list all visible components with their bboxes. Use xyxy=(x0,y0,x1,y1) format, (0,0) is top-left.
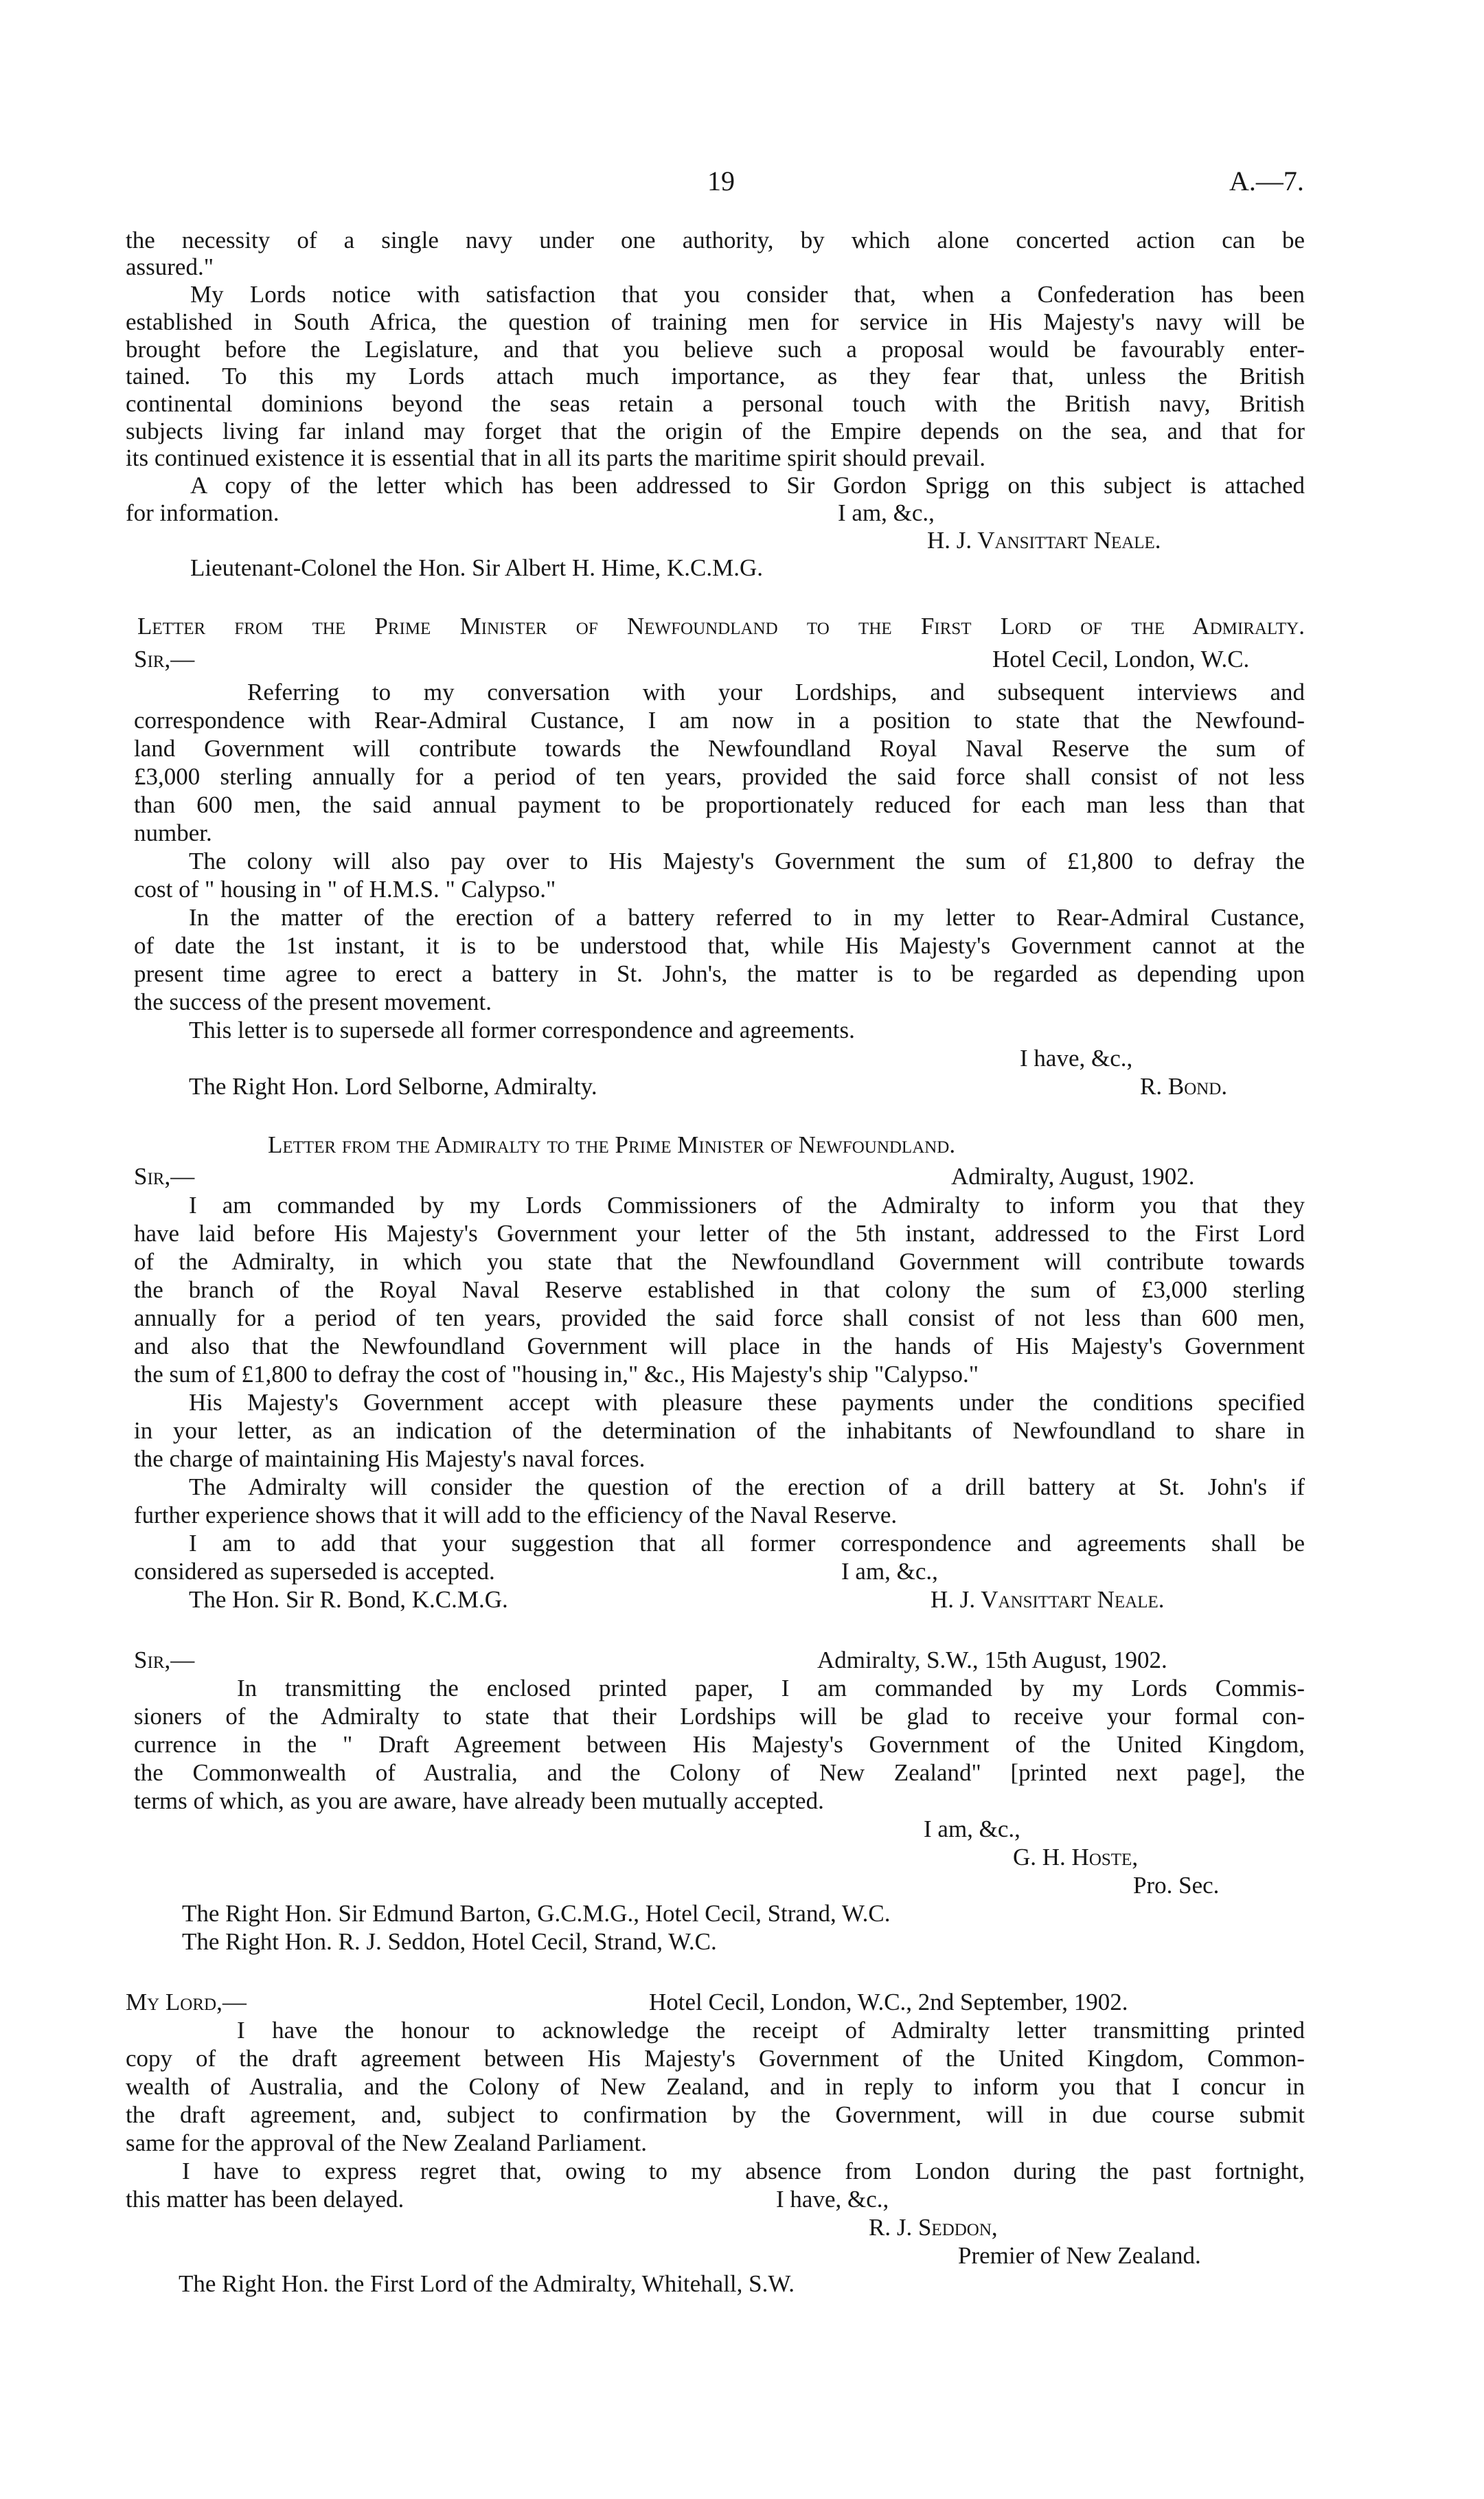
body-line: sioners of the Admiralty to state that their Lordships will be glad to receive your formal con- xyxy=(134,1703,1305,1730)
signature-title: Premier of New Zealand. xyxy=(958,2242,1201,2269)
body-line: same for the approval of the New Zealand Parliament. xyxy=(126,2129,648,2156)
body-line: This letter is to supersede all former correspondence and agreements. xyxy=(189,1017,855,1043)
body-line: in your letter, as an indication of the determination of the inhabitants of Newfoundland to share in xyxy=(134,1417,1305,1444)
signature: G. H. Hoste, xyxy=(1013,1844,1139,1870)
body-line: currence in the " Draft Agreement between His Majesty's Government of the United Kingdom, xyxy=(134,1731,1305,1758)
body-line: I have the honour to acknowledge the receipt of Admiralty letter transmitting printed xyxy=(237,2017,1305,2044)
body-line: the branch of the Royal Naval Reserve established in that colony the sum of £3,000 sterling xyxy=(134,1276,1305,1303)
body-line: In transmitting the enclosed printed paper, I am commanded by my Lords Commis- xyxy=(237,1675,1305,1701)
body-line: the draft agreement, and, subject to confirmation by the Government, will in due course submit xyxy=(126,2101,1305,2128)
valediction: I am, &c., xyxy=(924,1816,1020,1842)
body-line: of date the 1st instant, it is to be understood that, while His Majesty's Government cannot at the xyxy=(134,932,1305,959)
salutation: Sir,— xyxy=(134,646,195,672)
addressee: The Right Hon. Sir Edmund Barton, G.C.M.G., Hotel Cecil, Strand, W.C. xyxy=(182,1900,891,1927)
addressee: The Right Hon. the First Lord of the Admiralty, Whitehall, S.W. xyxy=(179,2270,795,2297)
body-line: subjects living far inland may forget that the origin of the Empire depends on the sea, and that for xyxy=(126,418,1305,444)
salutation: Sir,— xyxy=(134,1163,195,1190)
body-line: the charge of maintaining His Majesty's naval forces. xyxy=(134,1445,646,1472)
body-line: Referring to my conversation with your Lordships, and subsequent interviews and xyxy=(247,679,1305,705)
body-line: land Government will contribute towards the Newfoundland Royal Naval Reserve the sum of xyxy=(134,735,1305,762)
body-line: number. xyxy=(134,819,212,846)
body-line: than 600 men, the said annual payment to be proportionately reduced for each man less than that xyxy=(134,791,1305,818)
letter-address: Hotel Cecil, London, W.C. xyxy=(992,646,1250,672)
body-line: brought before the Legislature, and that you believe such a proposal would be favourably enter- xyxy=(126,336,1305,363)
addressee: Lieutenant-Colonel the Hon. Sir Albert H. Hime, K.C.M.G. xyxy=(190,554,764,581)
body-line: In the matter of the erection of a battery referred to in my letter to Rear-Admiral Custance, xyxy=(189,904,1305,931)
letter-address: Hotel Cecil, London, W.C., 2nd September, 1902. xyxy=(649,1989,1128,2015)
letter-address: Admiralty, S.W., 15th August, 1902. xyxy=(817,1647,1167,1673)
salutation: Sir,— xyxy=(134,1647,195,1673)
signature: R. J. Seddon, xyxy=(869,2214,998,2241)
body-line: for information. xyxy=(126,499,279,526)
body-line: £3,000 sterling annually for a period of ten years, provided the said force shall consist of not less xyxy=(134,763,1305,790)
signature-title: Pro. Sec. xyxy=(1133,1872,1220,1899)
body-line: present time agree to erect a battery in St. John's, the matter is to be regarded as depending upon xyxy=(134,960,1305,987)
body-line: have laid before His Majesty's Government your letter of the 5th instant, addressed to the First Lord xyxy=(134,1220,1305,1247)
valediction: I have, &c., xyxy=(776,2186,889,2213)
body-line: wealth of Australia, and the Colony of New Zealand, and in reply to inform you that I concur in xyxy=(126,2073,1305,2100)
body-line: I am commanded by my Lords Commissioners of the Admiralty to inform you that they xyxy=(189,1192,1305,1219)
body-line: its continued existence it is essential that in all its parts the maritime spirit should prevail. xyxy=(126,444,985,471)
valediction: I am, &c., xyxy=(841,1558,938,1585)
body-line: the success of the present movement. xyxy=(134,988,492,1015)
valediction: I am, &c., xyxy=(838,499,935,526)
body-line: cost of " housing in " of H.M.S. " Calypso." xyxy=(134,876,556,903)
body-line: this matter has been delayed. xyxy=(126,2186,404,2213)
signature: H. J. Vansittart Neale. xyxy=(931,1586,1165,1613)
body-line: tained. To this my Lords attach much importance, as they fear that, unless the British xyxy=(126,363,1305,389)
body-line: and also that the Newfoundland Government will place in the hands of His Majesty's Government xyxy=(134,1333,1305,1359)
body-line: continental dominions beyond the seas retain a personal touch with the British navy, British xyxy=(126,390,1305,417)
body-line: annually for a period of ten years, provided the said force shall consist of not less than 600 men, xyxy=(134,1304,1305,1331)
body-line: The Admiralty will consider the question of the erection of a drill battery at St. John's if xyxy=(189,1473,1305,1500)
body-line: My Lords notice with satisfaction that you consider that, when a Confederation has been xyxy=(190,281,1305,308)
letter-address: Admiralty, August, 1902. xyxy=(951,1163,1195,1190)
addressee: The Hon. Sir R. Bond, K.C.M.G. xyxy=(189,1586,508,1613)
document-reference: A.—7. xyxy=(1229,166,1304,196)
body-line: further experience shows that it will add to the efficiency of the Naval Reserve. xyxy=(134,1502,898,1528)
body-line: I am to add that your suggestion that all former correspondence and agreements shall be xyxy=(189,1530,1305,1557)
letter-heading: Letter from the Prime Minister of Newfoundland to the First Lord of the Admiralty. xyxy=(137,613,1305,640)
body-line: established in South Africa, the question of training men for service in His Majesty's navy will be xyxy=(126,308,1305,335)
body-line: correspondence with Rear-Admiral Custance, I am now in a position to state that the Newfound- xyxy=(134,707,1305,734)
addressee: The Right Hon. R. J. Seddon, Hotel Cecil, Strand, W.C. xyxy=(182,1928,717,1955)
body-line: The colony will also pay over to His Majesty's Government the sum of £1,800 to defray the xyxy=(189,848,1305,874)
body-line: considered as superseded is accepted. xyxy=(134,1558,495,1585)
signature: R. Bond. xyxy=(1140,1073,1228,1100)
body-line: the sum of £1,800 to defray the cost of "housing in," &c., His Majesty's ship "Calypso." xyxy=(134,1361,979,1388)
letter-heading: Letter from the Admiralty to the Prime Minister of Newfoundland. xyxy=(268,1131,956,1158)
body-line: of the Admiralty, in which you state that the Newfoundland Government will contribute towards xyxy=(134,1248,1305,1275)
body-line: His Majesty's Government accept with pleasure these payments under the conditions specified xyxy=(189,1389,1305,1416)
body-line: the necessity of a single navy under one authority, by which alone concerted action can be xyxy=(126,227,1305,253)
body-line: A copy of the letter which has been addressed to Sir Gordon Sprigg on this subject is attached xyxy=(190,472,1305,499)
body-line: I have to express regret that, owing to my absence from London during the past fortnight, xyxy=(182,2158,1305,2184)
page-number: 19 xyxy=(707,166,735,196)
salutation: My Lord,— xyxy=(126,1989,247,2015)
body-line: assured." xyxy=(126,253,214,280)
body-line: the Commonwealth of Australia, and the Colony of New Zealand" [printed next page], the xyxy=(134,1759,1305,1786)
addressee: The Right Hon. Lord Selborne, Admiralty. xyxy=(189,1073,597,1100)
body-line: terms of which, as you are aware, have already been mutually accepted. xyxy=(134,1787,824,1814)
body-line: copy of the draft agreement between His Majesty's Government of the United Kingdom, Common- xyxy=(126,2045,1305,2072)
valediction: I have, &c., xyxy=(1020,1045,1133,1072)
signature: H. J. Vansittart Neale. xyxy=(927,527,1161,554)
